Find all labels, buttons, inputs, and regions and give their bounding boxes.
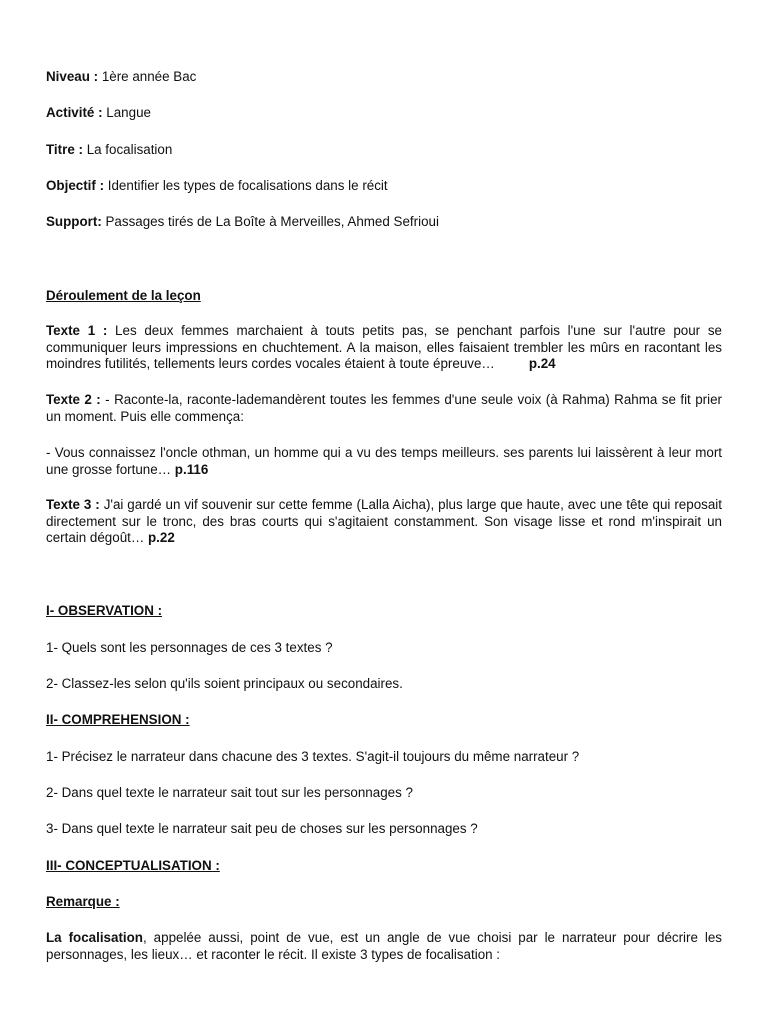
titre-label: Titre :	[46, 142, 83, 157]
comprehension-question-1: 1- Précisez le narrateur dans chacune des 3 textes. S'agit-il toujours du même narrateur ?	[46, 749, 580, 764]
activite-value: Langue	[102, 105, 151, 120]
objectif-value: Identifier les types de focalisations dans le récit	[104, 178, 388, 193]
texte2-quote	[46, 445, 722, 478]
remarque-heading: Remarque :	[46, 894, 120, 909]
focalisation-definition-body: , appelée aussi, point de vue, est un angle de vue choisi par le narrateur pour décrire les personnages, les lieux… et raconter le récit. Il existe 3 types de focalisation :	[46, 930, 723, 962]
support-value: Passages tirés de La Boîte à Merveilles, Ahmed Sefrioui	[101, 214, 439, 229]
comprehension-question-3: 3- Dans quel texte le narrateur sait peu de choses sur les personnages ?	[46, 821, 478, 836]
observation-heading: I- OBSERVATION :	[46, 603, 163, 618]
texte2-quote-body: - Vous connaissez l'oncle othman, un homme qui a vu des temps meilleurs. ses parents lui laissèrent à leur mort une grosse fortune…	[46, 445, 722, 477]
focalisation-term: La focalisation	[46, 930, 143, 945]
activite-line	[46, 105, 151, 121]
texte1-page-ref: p.24	[528, 356, 556, 371]
observation-question-1: 1- Quels sont les personnages de ces 3 textes ?	[46, 640, 333, 655]
support-line	[46, 214, 439, 230]
focalisation-definition	[46, 930, 722, 963]
niveau-label: Niveau :	[46, 69, 99, 84]
titre-line	[46, 142, 172, 158]
texte2-label: Texte 2 :	[46, 392, 101, 407]
texte3-page-ref: p.22	[148, 530, 175, 545]
niveau-line	[46, 69, 196, 85]
document-page	[46, 0, 722, 1024]
support-label: Support:	[46, 214, 102, 229]
comprehension-question-2: 2- Dans quel texte le narrateur sait tout sur les personnages ?	[46, 785, 413, 800]
texte1-label: Texte 1 :	[46, 323, 108, 338]
niveau-value: 1ère année Bac	[98, 69, 197, 84]
texte1-body: Les deux femmes marchaient à touts petits pas, se penchant parfois l'une sur l'autre pour se communiquer leurs impressions en chuchtement. A la maison, elles faisaient trembler les mûrs en racontant les moindres futilités, tellements leurs cordes vocales étaient à toute épreuve…	[46, 323, 722, 371]
texte1-paragraph	[46, 323, 722, 373]
comprehension-heading: II- COMPREHENSION :	[46, 712, 190, 727]
titre-value: La focalisation	[82, 142, 173, 157]
deroulement-heading: Déroulement de la leçon	[46, 288, 201, 303]
objectif-label: Objectif :	[46, 178, 105, 193]
activite-label: Activité :	[46, 105, 103, 120]
observation-question-2: 2- Classez-les selon qu'ils soient principaux ou secondaires.	[46, 676, 403, 691]
conceptualisation-heading: III- CONCEPTUALISATION :	[46, 858, 220, 873]
texte3-paragraph	[46, 497, 722, 547]
texte2-paragraph	[46, 392, 722, 425]
texte3-label: Texte 3 :	[46, 497, 100, 512]
objectif-line	[46, 178, 388, 194]
texte2-page-ref: p.116	[174, 461, 209, 477]
texte2-body: - Raconte-la, raconte-lademandèrent toutes les femmes d'une seule voix (à Rahma) Rahma se fit prier un moment. Puis elle commença:	[46, 392, 722, 424]
texte3-body: J'ai gardé un vif souvenir sur cette femme (Lalla Aicha), plus large que haute, avec une tête qui reposait directement sur le tronc, des bras courts qui s'agitaient constamment. Son visage lisse et rond m'inspirait un certain dégoût…	[46, 497, 722, 545]
